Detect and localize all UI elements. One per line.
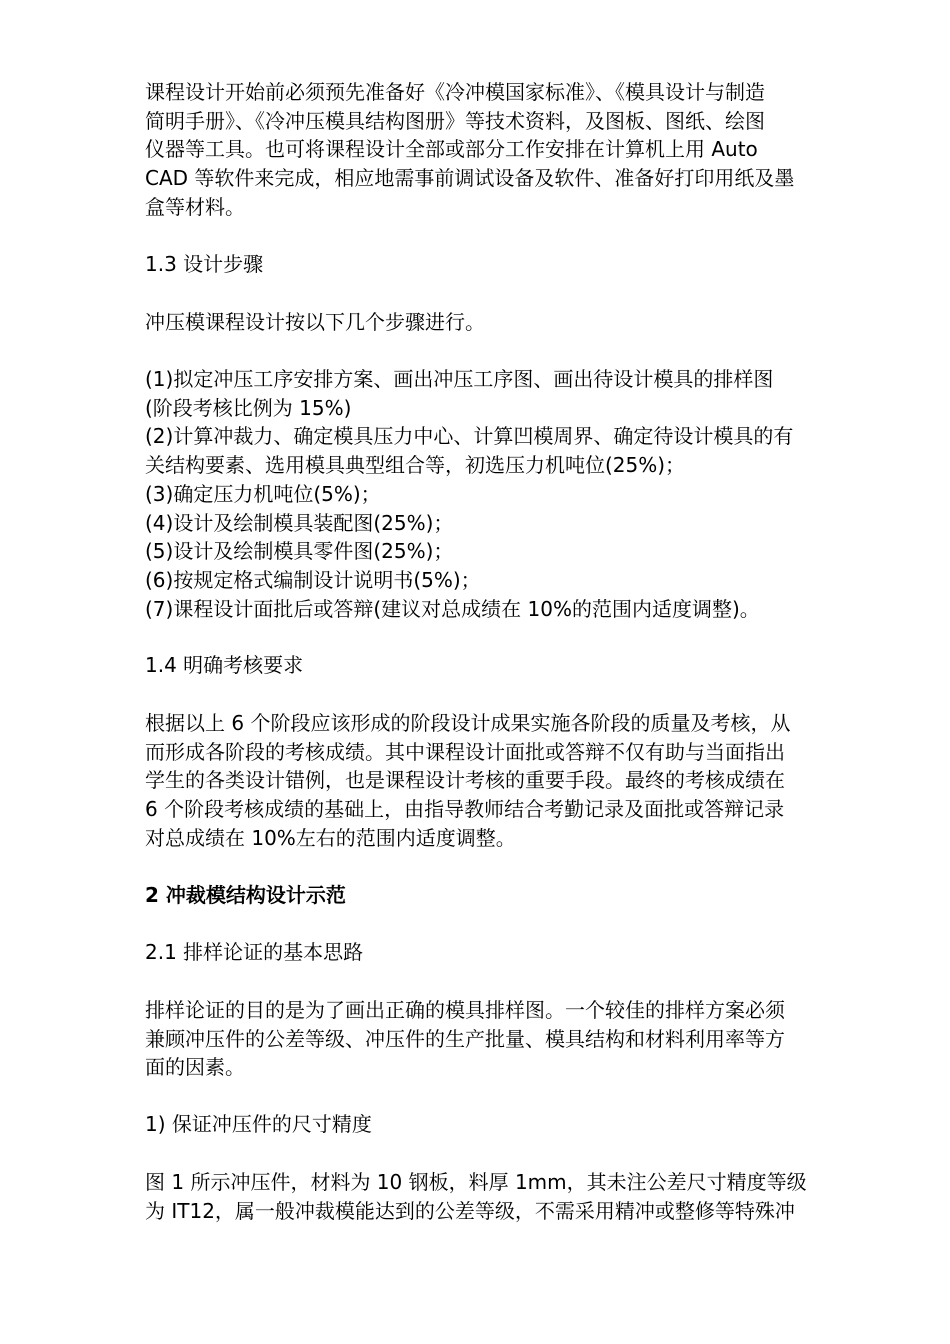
steps-intro: 冲压模课程设计按以下几个步骤进行。 — [145, 310, 485, 334]
text-line: 排样论证的目的是为了画出正确的模具排样图。一个较佳的排样方案必须 — [145, 998, 785, 1022]
text-line: 对总成绩在 10%左右的范围内适度调整。 — [145, 825, 516, 850]
step-line: (1)拟定冲压工序安排方案、画出冲压工序图、画出待设计模具的排样图 — [145, 367, 774, 391]
section-heading-1-4: 1.4 明确考核要求 — [145, 653, 304, 677]
step-line: (2)计算冲裁力、确定模具压力中心、计算凹模周界、确定待设计模具的有 — [145, 424, 794, 449]
assessment-paragraph — [145, 709, 880, 853]
text-line: 课程设计开始前必须预先准备好《冷冲模国家标准》、《模具设计与制造 — [145, 80, 765, 104]
step-line: (7)课程设计面批后或答辩(建议对总成绩在 10%的范围内适度调整)。 — [145, 596, 760, 621]
text-line: 6 个阶段考核成绩的基础上，由指导教师结合考勤记录及面批或答辩记录 — [145, 797, 785, 822]
section-heading-1-3: 1.3 设计步骤 — [145, 252, 264, 276]
step-line: 关结构要素、选用模具典型组合等，初选压力机吨位(25%)； — [145, 453, 686, 478]
step-line: (3)确定压力机吨位(5%)； — [145, 481, 381, 506]
step-line: (阶段考核比例为 15%) — [145, 395, 352, 420]
text-line: 面的因素。 — [145, 1055, 245, 1080]
text-line: 根据以上 6 个阶段应该形成的阶段设计成果实施各阶段的质量及考核，从 — [145, 711, 791, 735]
text-line: 仪器等工具。也可将课程设计全部或部分工作安排在计算机上用 Auto — [145, 137, 758, 162]
layout-paragraph — [145, 996, 880, 1082]
subsection-heading-1: 1) 保证冲压件的尺寸精度 — [145, 1112, 372, 1136]
step-line: (5)设计及绘制模具零件图(25%)； — [145, 539, 454, 564]
text-line: CAD 等软件来完成，相应地需事前调试设备及软件、准备好打印用纸及墨 — [145, 166, 795, 191]
text-line: 学生的各类设计错例，也是课程设计考核的重要手段。最终的考核成绩在 — [145, 768, 785, 793]
step-line: (4)设计及绘制模具装配图(25%)； — [145, 510, 454, 535]
section-heading-2: 2 冲裁模结构设计示范 — [145, 883, 346, 907]
text-line: 盒等材料。 — [145, 194, 245, 219]
section-heading-2-1: 2.1 排样论证的基本思路 — [145, 940, 364, 964]
text-line: 简明手册》、《冷冲压模具结构图册》等技术资料，及图板、图纸、绘图 — [145, 108, 765, 133]
text-line: 兼顾冲压件的公差等级、冲压件的生产批量、模具结构和材料利用率等方 — [145, 1026, 785, 1051]
step-line: (6)按规定格式编制设计说明书(5%)； — [145, 567, 481, 592]
text-line: 图 1 所示冲压件，材料为 10 钢板，料厚 1mm，其未注公差尺寸精度等级 — [145, 1170, 807, 1194]
text-line: 为 IT12，属一般冲裁模能达到的公差等级，不需采用精冲或整修等特殊冲 — [145, 1198, 795, 1223]
steps-list — [145, 365, 880, 623]
intro-paragraph — [145, 78, 880, 222]
precision-paragraph — [145, 1168, 880, 1225]
text-line: 而形成各阶段的考核成绩。其中课程设计面批或答辩不仅有助与当面指出 — [145, 739, 785, 764]
